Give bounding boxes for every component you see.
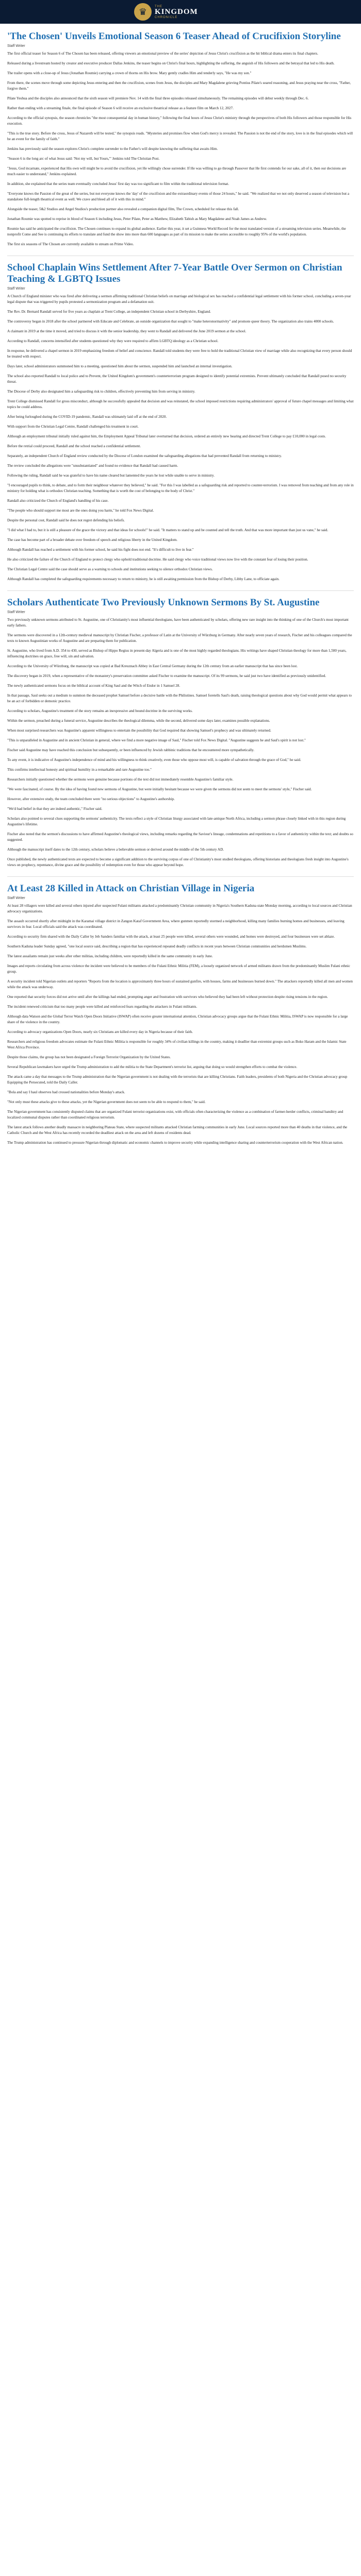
article-paragraph: Following the ruling, Randall said he was grateful to have his name cleared but lamented the years he lost while unable to serve in ministry. — [7, 473, 215, 478]
article-paragraph: The sermons were discovered in a 12th-century medieval manuscript by Christian Fischer, a professor of Latin at the University of Würzburg in Germany. After nearly seven years of research, Fischer and his colleagues compared the texts to known Augustinian works of Augustine and are preparing them for publication. — [7, 633, 352, 643]
article-divider — [7, 876, 354, 877]
article-paragraph: The Nigerian government has consistently disputed claims that are organized Fulani terrorist organizations exist, with officials often characterizing the violence as a combination of farmer-herder conflicts, criminal banditry and localized communal disputes rather than coordinated religious terrorism. — [7, 1110, 343, 1120]
article-headline[interactable]: Scholars Authenticate Two Previously Unknown Sermons By St. Augustine — [7, 597, 320, 608]
article-paragraph: St. Augustine, who lived from A.D. 354 to 430, served as Bishop of Hippo Regius in present-day Algeria and is one of the most highly regarded theologians. His writings have shaped Christian theology for more than 1,500 years, influencing doctrines on grace, free will, sin and salvation. — [7, 649, 347, 658]
article-paragraph: The first six seasons of The Chosen are currently available to stream on Prime Video. — [7, 242, 134, 246]
article-paragraph: From there, the scenes move through some depicting Jesus entering and then the crucifixion, scenes from Jesus, the disciples and Mary Magdalene grieving Pontius Pilate's seared reasoning, and Jesus praying near the cross, "Father, forgive them." — [7, 81, 351, 91]
article-paragraph: According to the official synopsis, the season chronicles "the most consequential day in human history," following the final hours of Jesus Christ's ministry through the perspectives of both His followers and those responsible for His execution. — [7, 116, 352, 126]
article-paragraph: With support from the Christian Legal Centre, Randall challenged his treatment in court. — [7, 425, 139, 429]
logo-big-text: KINGDOM — [155, 7, 198, 16]
article-divider — [7, 590, 354, 591]
article-paragraph: The newly authenticated sermons focus on the biblical account of King Saul and the Witch of Endor in 1 Samuel 28. — [7, 684, 180, 688]
article-byline: Staff Writer — [7, 287, 25, 291]
logo-text — [155, 5, 198, 19]
article-byline: Staff Writer — [7, 44, 25, 48]
article-paragraph: At least 28 villagers were killed and several others injured after suspected Fulani militants attacked a predominantly Christian community in Nigeria's Southern Kaduna state Monday morning, according to local sources and Christian advocacy organizations. — [7, 904, 352, 913]
article-paragraph: "Not only must these attacks give to these attacks, yet the Nigerian government does not seem to be able to respond to them," he said. — [7, 1100, 206, 1104]
article-paragraph: Several Republican lawmakers have urged the Trump administration to add the militia to the State Department's terrorist list, arguing that doing so would strengthen efforts to combat the violence. — [7, 1065, 298, 1069]
article-paragraph: When most surprised researchers was Augustine's apparent willingness to entertain the possibility that God required that showing Samuel's prophecy and was ultimately returned. — [7, 728, 271, 733]
article-paragraph: The attack came a day that messages to the Trump administration that the Nigerian government is not dealing with the terrorists that are killing Christians. Faith leaders, presidents of both Nigeria and the Christian advocacy group Equipping the Persecuted, told the Daily Caller. — [7, 1075, 348, 1084]
article-paragraph: Researchers and religious freedom advocates estimate the Fulani Ethnic Militia is responsible for roughly 34% of civilian killings in the country, making it deadlier than extremist groups such as Boko Haram and the Islamic State West Africa Province. — [7, 1040, 347, 1049]
logo-sub-text: CHRONICLE — [155, 15, 178, 19]
article-paragraph: The case has become part of a broader debate over freedom of speech and religious liberty in the United Kingdom. — [7, 538, 178, 542]
logo-small-text: THE — [155, 5, 162, 8]
logo[interactable] — [134, 3, 198, 21]
article-byline: Staff Writer — [7, 611, 25, 614]
article-list — [0, 24, 361, 1146]
article-paragraph: The latest assailants remain just weeks after other militias, including children, were reportedly killed in the same community in early June. — [7, 954, 213, 958]
article-paragraph: Despite the personal cost, Randall said he does not regret defending his beliefs. — [7, 518, 125, 522]
article — [7, 597, 354, 868]
article-paragraph: To any event, it is indicative of Augustine's independence of mind and his willingness to think creatively, even those who oppose most will, is capable of salvation through the grace of God," he said. — [7, 758, 301, 762]
article-paragraph: Images and reports circulating from across violence the incident were believed to be members of the Fulani Ethnic Militia (FEM), a loosely organized network of armed militants drawn from the predominantly Muslim Fulani ethnic group. — [7, 964, 350, 974]
article-paragraph: The controversy began in 2018 after the school partnered with Educate and Celebrate, an outside organization that sought to "make heteronormativity" and promote queer theory. The organization also trains 4000 schools. — [7, 319, 334, 324]
article-paragraph: The first official teaser for Season 6 of The Chosen has been released, offering viewers an emotional preview of the series' depiction of Jesus Christ's crucifixion as the hit biblical drama enters its final chapters. — [7, 52, 318, 56]
article-paragraph: Although data Watson and the Global Terror Watch Open Doors Initiative (ISWAP) often receive greater international attention, Christian advocacy groups argue that the Fulani Ethnic Militia, ISWAP is now responsible for a large share of the violence in the country. — [7, 1014, 348, 1024]
article-paragraph: The Christian Legal Centre said the case should serve as a warning to schools and institutions seeking to silence orthodox Christian views. — [7, 567, 213, 571]
article-paragraph: According to Randall, concerns intensified after students questioned why they were required to affirm LGBTQ ideology as a Christian school. — [7, 339, 219, 343]
article-paragraph: "I encouraged pupils to think, to debate, and to form their neighbour whatever they believed," he said. "For this I was labelled as a safeguarding risk and reported to counter-terrorism. I was removed from teaching and from any role in ministry for holding what is orthodox Christian teaching. Something that is worth the cost of belonging to the body of Christ." — [7, 483, 354, 493]
article-paragraph: Scholars also pointed to several clues supporting the sermons' authenticity. The texts reflect a style of Christian liturgy associated with late-antique North Africa, including a sermon phrase closely linked with in this region during Augustine's lifetime. — [7, 817, 346, 826]
article-paragraph: Despite those claims, the group has not been designated a Foreign Terrorist Organization by the United States. — [7, 1055, 171, 1059]
article-paragraph: Jonathan Roumie was spotted to reprise in blood of Season 6 including Jesus, Peter Pilate, Peter as Matthew, Elizabeth Tabish as Mary Magdalene and Noah James as Andrew. — [7, 217, 267, 221]
article-paragraph: One reported that security forces did not arrive until after the killings had ended, prompting anger and frustration with survivors who believed they had been left without protection despite rising tensions in the region. — [7, 995, 328, 999]
article-paragraph: According to security firm shared with the Daily Caller by Jeb Sanders familiar with the attack, at least 25 people were killed, several others were wounded, and homes were destroyed, and four businesses were set ablaze. — [7, 935, 335, 939]
article-paragraph: A claimant in 2019 at the time it moved, and tried to discuss it with the senior leadership, they went to Randall and delivered the June 2019 sermon at the school. — [7, 329, 247, 333]
article-paragraph: Although an employment tribunal initially ruled against him, the Employment Appeal Tribunal later overturned that decision, ordered an entirely new hearing and directed Trent College to pay £10,000 in legal costs. — [7, 434, 326, 438]
article-paragraph: Fischer also noted that the sermon's discussions to have affirmed Augustine's theological views, including remarks regarding the Saviour's lineage, condemnations and repetitions to a favor of authenticity within the text; and doubts so suggested. — [7, 832, 353, 842]
article-paragraph: In response, he delivered a chapel sermon in 2019 emphasizing freedom of belief and conscience. Randall told students they were free to hold the traditional Christian view of marriage while also recognizing that every person should be treated with respect. — [7, 349, 352, 359]
article-paragraph: A Church of England minister who was fired after delivering a sermon affirming traditional Christian beliefs on marriage and biological sex has reached a confidential legal settlement with his former school, concluding a seven-year legal dispute that was triggered by pupils protested a sermonization program and a defamation suit. — [7, 294, 351, 304]
article-byline: Staff Writer — [7, 896, 25, 900]
article-paragraph: "This is the true story. Before the cross, Jesus of Nazareth will be tested," the synopsis reads. "Mysteries and promises flow when God's mercy is revealed. The Passion is not the end of the story, love is in the final episodes which will be an event for the family of faith." — [7, 131, 353, 141]
article-paragraph: "Jesus, God incarnate, experienced that His own will might be to avoid the crucifixion, yet He willingly chose surrender. If He was willing to go through Passover that He first contends for our sake, all of it, then our decisions are much easier to understand," Jenkins explained. — [7, 166, 347, 176]
article-paragraph: Separately, an independent Church of England review conducted by the Diocese of London examined the safeguarding allegations that had prevented Randall from returning to ministry. — [7, 454, 282, 458]
article-paragraph: "This is unparalleled in Augustine and in ancient Christian in general, where we find a more negative image of Saul," Fischer told Fox News Digital. "Augustine suggests he and Saul's spirit is not lost." — [7, 738, 306, 742]
article-paragraph: The latest attack follows another deadly massacre in neighboring Plateau State, where suspected militants attacked Christian farming communities in early June. Local sources reported more than 40 deaths in that violence, and the Catholic Church and the West Africa has recently recorded the deadliest attack on the area and left dozens of residents dead. — [7, 1125, 348, 1135]
article-paragraph: "Bola and say I haul observes had crossed nationalities before Monday's attack. — [7, 1090, 125, 1094]
article-paragraph: Once published, the newly authenticated texts are expected to become a significant addition to the surviving corpus of one of Christianity's most studied theologians, offering historians and theologians fresh insight into Augustine's views on prophecy, repentance, divine grace and the possibility of redemption even for those who appear beyond hope. — [7, 857, 349, 867]
article-paragraph: According to the University of Würzburg, the manuscript was copied at Bad Kreuznach Abbey in East Central Germany during the 12th century from an earlier manuscript that has since been lost. — [7, 664, 298, 668]
article-paragraph: The assault occurred shortly after midnight in the Karamai village district in Zangon Kataf Government Area, where gunmen reportedly stormed a neighborhood, killing many families burning homes and businesses, and leaving survivors in fear. Local officials said the attack was coordinated. — [7, 919, 344, 929]
article-paragraph: This confirms intellectual honesty and spiritual humility in a remarkable and rare Augustine too." — [7, 768, 152, 772]
article-paragraph: Researchers initially questioned whether the sermons were genuine because portions of the text did not immediately resemble Augustine's familiar style. — [7, 777, 234, 782]
article-paragraph: After being furloughed during the COVID-19 pandemic, Randall was ultimately laid off at the end of 2020. — [7, 415, 167, 419]
article-paragraph: Southern Kaduna leader Sunday agreed, "one local source said, describing a region that has experienced repeated deadly conflicts in recent years between Christian communities and herdsmen Muslims. — [7, 944, 307, 948]
article-paragraph: The trailer opens with a close-up of Jesus (Jonathan Roumie) carrying a crown of thorns on His brow. Mary gently cradles Him and tenderly says, "He was my son." — [7, 71, 252, 75]
article-paragraph: The Rev. Dr. Bernard Randall served for five years as chaplain at Trent College, an independent Christian school in Derbyshire, England. — [7, 310, 211, 314]
article-paragraph: The review concluded the allegations were "unsubstantiated" and found no evidence that Randall had caused harm. — [7, 464, 178, 468]
article-paragraph: The Trump administration has continued to pressure Nigerian through diplomatic and economic channels to improve security while expanding intelligence sharing and counterterrorism cooperation with the West African nation. — [7, 1141, 343, 1145]
article — [7, 883, 354, 1146]
article-paragraph: Roumie has said he anticipated the crucifixion. The Chosen continues to expand its global audience. Earlier this year, it set a Guinness World Record for the most translated version of a streaming television series. Meanwhile, the nonprofit Come and See is continuing its efforts to translate and fund the show into more than 600 languages as part of its mission to make the series accessible to roughly 95% of the world's population. — [7, 227, 346, 236]
article-paragraph: "We were fascinated, of course. By the idea of having found new sermons of Augustine, but were initially hesitant because we were given the sermons did not seem to meet the sermons' style," Fischer said. — [7, 787, 312, 791]
article-paragraph: Rather than ending with a streaming finale, the final episode of Season 6 will receive an exclusive theatrical release as a feature film on March 12, 2027. — [7, 106, 234, 110]
article-paragraph: In addition, she explained that the series team eventually concluded Jesus' first day was too significant to film within the traditional television format. — [7, 182, 229, 186]
article-headline[interactable]: At Least 28 Killed in Attack on Christian Village in Nigeria — [7, 883, 255, 894]
article — [7, 262, 354, 582]
article-paragraph: In that passage, Saul seeks out a medium to summon the deceased prophet Samuel before a decisive battle with the Philistines. Samuel foretells Saul's death, raising theological questions about why God would permit what appears to be an act of forbidden or demonic practice. — [7, 693, 352, 703]
article-paragraph: Jenkins has previously said the season explores Christ's complete surrender to the Father's will despite knowing the suffering that awaits Him. — [7, 147, 218, 151]
article-paragraph: Days later, school administrators summoned him to a meeting, questioned him about the sermon, suspended him and launched an internal investigation. — [7, 364, 233, 368]
article-headline[interactable]: School Chaplain Wins Settlement After 7-Year Battle Over Sermon on Christian Teaching & LGBTQ Issues — [7, 262, 342, 284]
crown-icon: ♛ — [134, 3, 152, 21]
article-paragraph: Released during a livestream hosted by creator and executive producer Dallas Jenkins, the teaser begins on Christ's final hours, highlighting the suffering, the anguish of His followers and the betrayal that led to His death. — [7, 61, 335, 65]
article-paragraph: According to scholars, Augustine's treatment of the story remains an inexpressive and bound doctrine in the surviving works. — [7, 709, 193, 713]
article-paragraph: Within the sermon, preached during a funeral service, Augustine describes the theological dilemma, while the second, delivered some days later, examines possible explanations. — [7, 719, 270, 723]
article-paragraph: Although Randall has completed the safeguarding requirements necessary to return to ministry, he is still awaiting permission from the Bishop of Derby, Libby Lane, to officiate again. — [7, 577, 280, 581]
article-paragraph: Two previously unknown sermons attributed to St. Augustine, one of Christianity's most influential theologians, have been authenticated by scholars, offering new rare insight into the thinking of one of the Church's most important early fathers. — [7, 618, 349, 628]
masthead — [0, 0, 361, 24]
article-paragraph: Fischer said Augustine may have reached this conclusion but subsequently, or been influenced by Jewish rabbinic traditions that he encountered more sympathetically. — [7, 748, 255, 752]
article-paragraph: "Everyone knows the Passion of the great of the series, but not everyone knows the 'day' of the crucifixion and the extraordinary events of those 24 hours," he said. "We realized that we not only deserved a season of television but a standalone full-length theatrical event as well. We crave and bleed all of it with this in mind." — [7, 192, 350, 201]
article-paragraph: "The people who should support me most are the ones doing you harm," he told Fox News Digital. — [7, 509, 154, 513]
article-paragraph: The Diocese of Derby also designated him a safeguarding risk to children, effectively preventing him from serving in ministry. — [7, 389, 195, 394]
article-paragraph: However, after extensive study, the team concluded there were "no serious objections" to Augustine's authorship. — [7, 797, 175, 801]
article-paragraph: Although Randall has reached a settlement with his former school, he said his fight does not end. "It's difficult to live in fear." — [7, 548, 194, 552]
article-paragraph: "I did what I had to, but it is still a pleasure of the grace the victory and that ideas for schools!" he said. "It matters to stand up and be counted and tell the truth. And that was more important than just us vane," he said. — [7, 528, 329, 532]
article-paragraph: Alongside the teaser, 5&2 Studios and Angel Studios's production partner also revealed a companion digital film, The Crown, scheduled for release this fall. — [7, 207, 239, 211]
article-paragraph: According to advocacy organizations Open Doors, nearly six Christians are killed every day in Nigeria because of their faith. — [7, 1030, 193, 1034]
article-paragraph: Although the manuscript itself dates to the 12th century, scholars believe a believable sermon or derived around the middle of the 5th century AD. — [7, 848, 224, 852]
article-paragraph: Pilate Yeshua and the disciples also announced that the sixth season will premiere Nov. 14 with the final three episodes released simultaneously. The remaining episodes will debut weekly through Dec. 6. — [7, 96, 309, 100]
article-headline[interactable]: 'The Chosen' Unveils Emotional Season 6 Teaser Ahead of Crucifixion Storyline — [7, 31, 341, 42]
article-paragraph: Trent College dismissed Randall for gross misconduct, although he successfully appealed that decision and was reinstated, the school imposed restrictions requiring administrators' approval of future chapel messages and limiting what topics he could address. — [7, 399, 354, 409]
article — [7, 31, 354, 247]
article-paragraph: Randall also criticized the Church of England's handling of his case. — [7, 499, 109, 503]
article-paragraph: He also criticized the failure of the Church of England to protect clergy who uphold traditional doctrine. He said clergy who voice traditional views now live with the constant fear of losing their position. — [7, 557, 308, 562]
article-paragraph: "We'd had belief in that they are indeed authentic," Fischer said. — [7, 807, 103, 811]
article-paragraph: The school also reported Randall to local police and to Prevent, the United Kingdom's government's counterterrorism program designed to identify potential extremists. Prevent ultimately concluded that Randall posed no security threat. — [7, 374, 347, 384]
article-paragraph: The incident renewed criticism that too many people were killed and reinforced fears regarding the attackers in Fulani militants. — [7, 1005, 198, 1009]
article-paragraph: "Season 6 is the long arc of what Jesus said: 'Not my will, but Yours,'" Jenkins told The Christian Post. — [7, 157, 160, 161]
article-paragraph: The discovery began in 2019, when a representative of the monastery's preservation committee asked Fischer to examine the manuscript. Of its 99 sermons, he said just two have identified as previously unidentified. — [7, 674, 326, 678]
article-paragraph: Before the retrial could proceed, Randall and the school reached a confidential settlement. — [7, 444, 141, 448]
article-paragraph: A security incident told Nigerian outlets and reporters "Reports from the location is approximately three hours of sustained gunfire, with houses, farms and businesses burned down." The attackers reportedly killed all men and women while the attack was underway. — [7, 979, 353, 989]
